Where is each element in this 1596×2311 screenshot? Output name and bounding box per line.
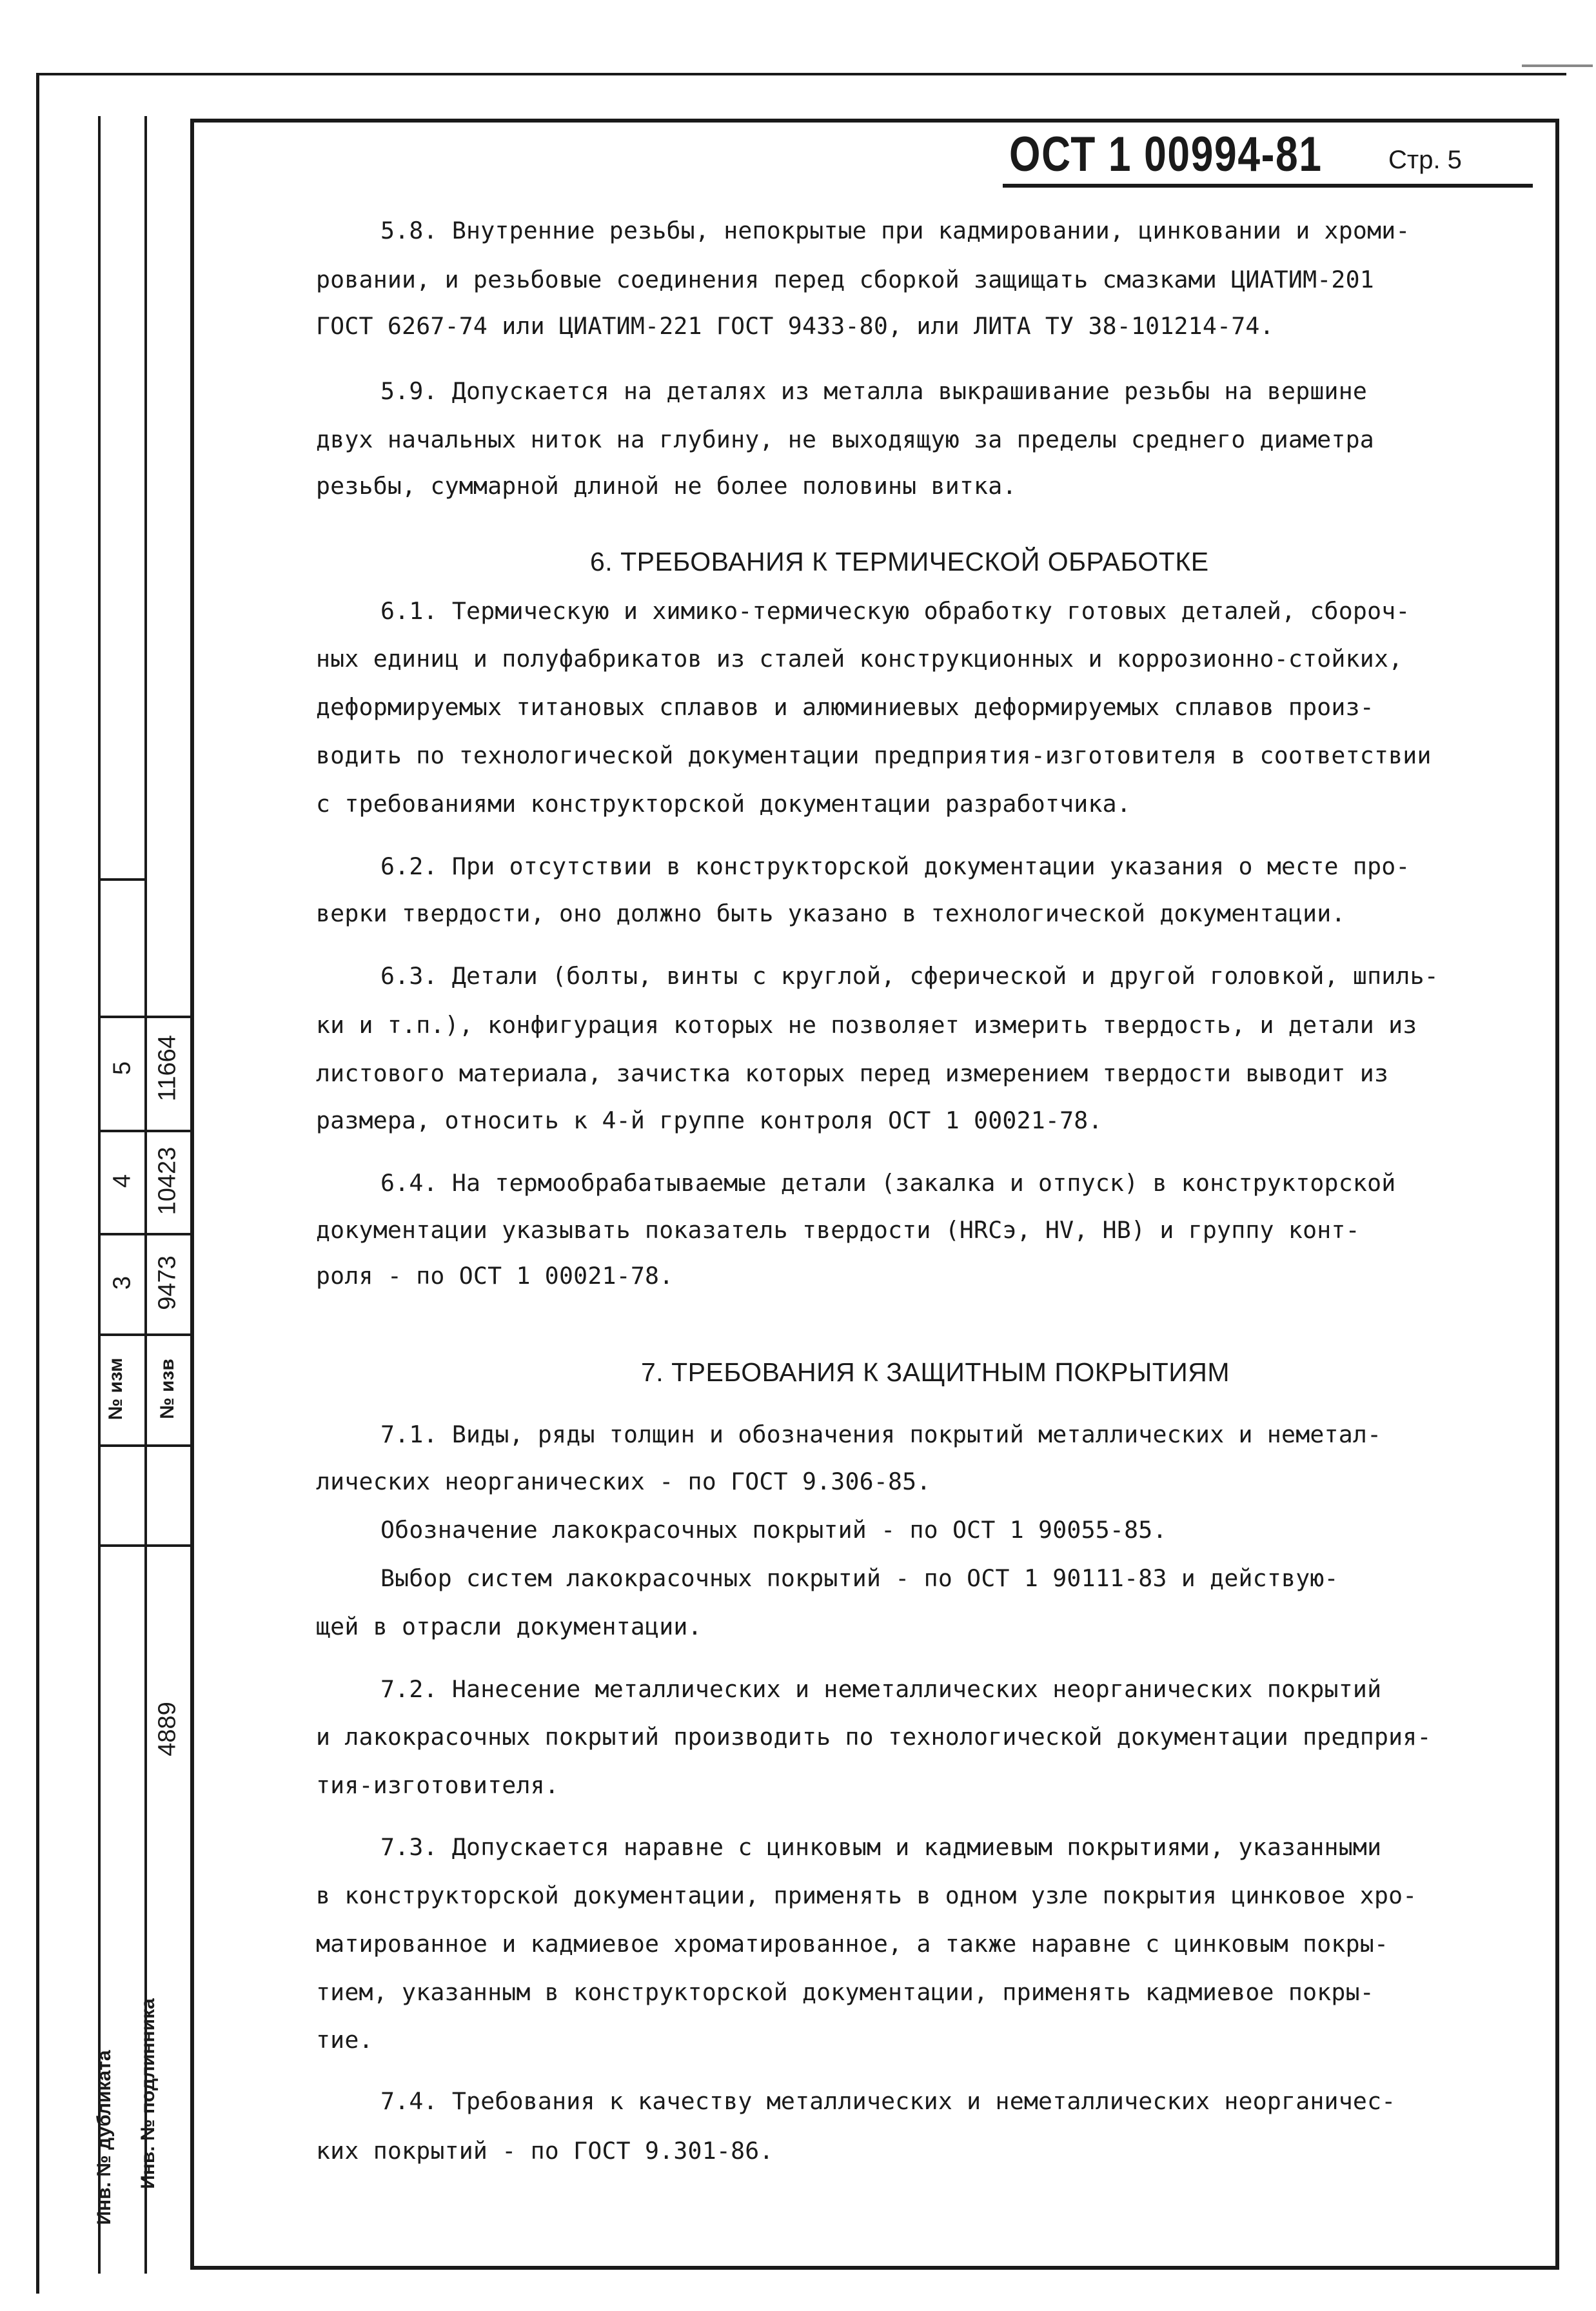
text-line: 6.4. На термообрабатываемые детали (закалка и отпуск) в конструкторской bbox=[380, 1169, 1396, 1197]
text-line: резьбы, суммарной длиной не более половины витка. bbox=[316, 472, 1017, 500]
text-line: ных единиц и полуфабрикатов из сталей конструкционных и коррозионно-стойких, bbox=[316, 645, 1403, 673]
stamp-label-izm: № изм bbox=[105, 1357, 126, 1421]
text-line: ких покрытий - по ГОСТ 9.301-86. bbox=[316, 2137, 774, 2165]
text-line: 6.2. При отсутствии в конструкторской документации указания о месте про- bbox=[380, 852, 1410, 880]
text-line: 5.8. Внутренние резьбы, непокрытые при кадмировании, цинковании и хроми- bbox=[380, 217, 1410, 244]
text-line: 7.3. Допускается наравне с цинковым и кадмиевым покрытиями, указанными bbox=[380, 1833, 1382, 1861]
stamp-change-number: 3 bbox=[108, 1275, 136, 1290]
text-line: 6.1. Термическую и химико-термическую обработку готовых деталей, сбороч- bbox=[380, 597, 1410, 625]
page-number: Стр. 5 bbox=[1388, 146, 1462, 174]
text-line: и лакокрасочных покрытий производить по технологической документации предприя- bbox=[316, 1723, 1432, 1751]
text-line: Обозначение лакокрасочных покрытий - по ОСТ 1 90055-85. bbox=[380, 1516, 1167, 1544]
section-heading: 6. ТРЕБОВАНИЯ К ТЕРМИЧЕСКОЙ ОБРАБОТКЕ bbox=[590, 547, 1209, 576]
text-line: матированное и кадмиевое хроматированное, а также наравне с цинковым покры- bbox=[316, 1930, 1389, 1958]
stamp-change-number: 4 bbox=[108, 1174, 136, 1188]
stamp-divider-5 bbox=[98, 1544, 192, 1547]
text-line: 6.3. Детали (болты, винты с круглой, сферической и другой головкой, шпиль- bbox=[380, 962, 1439, 990]
text-line: 7.4. Требования к качеству металлических и неметаллических неорганичес- bbox=[380, 2087, 1396, 2115]
text-line: Выбор систем лакокрасочных покрытий - по ОСТ 1 90111-83 и действую- bbox=[380, 1564, 1339, 1592]
text-line: с требованиями конструкторской документации разработчика. bbox=[316, 790, 1131, 818]
text-line: 7.1. Виды, ряды толщин и обозначения покрытий металлических и неметал- bbox=[380, 1421, 1382, 1448]
text-line: лических неорганических - по ГОСТ 9.306-85. bbox=[316, 1468, 931, 1495]
text-line: тие. bbox=[316, 2026, 373, 2054]
document-code: ОСТ 1 00994-81 bbox=[1009, 127, 1323, 182]
text-line: роля - по ОСТ 1 00021-78. bbox=[316, 1262, 674, 1290]
stamp-doc-number: 10423 bbox=[153, 1146, 181, 1215]
stamp-label-izv: № изв bbox=[157, 1359, 178, 1419]
stamp-column-line-1 bbox=[98, 116, 101, 2274]
stamp-doc-number: 11664 bbox=[153, 1035, 181, 1101]
text-line: тием, указанным в конструкторской документации, применять кадмиевое покры- bbox=[316, 1978, 1374, 2006]
text-line: 5.9. Допускается на деталях из металла выкрашивание резьбы на вершине bbox=[380, 377, 1368, 405]
stamp-doc-number: 9473 bbox=[153, 1255, 181, 1310]
stamp-label-dublikata: Инв. № дубликата bbox=[94, 2050, 115, 2225]
text-line: 7.2. Нанесение металлических и неметаллических неорганических покрытий bbox=[380, 1675, 1382, 1703]
text-line: верки твердости, оно должно быть указано в технологической документации. bbox=[316, 900, 1346, 927]
section-heading: 7. ТРЕБОВАНИЯ К ЗАЩИТНЫМ ПОКРЫТИЯМ bbox=[641, 1357, 1230, 1387]
stamp-divider-top bbox=[98, 878, 147, 881]
stamp-divider-4 bbox=[98, 1444, 192, 1447]
text-line: ки и т.п.), конфигурация которых не позволяет измерить твердость, и детали из bbox=[316, 1011, 1417, 1039]
text-line: щей в отрасли документации. bbox=[316, 1613, 702, 1640]
text-line: тия-изготовителя. bbox=[316, 1771, 559, 1799]
scan-mark bbox=[1522, 64, 1593, 67]
text-line: водить по технологической документации предприятия-изготовителя в соответствии bbox=[316, 742, 1432, 769]
text-line: в конструкторской документации, применять в одном узле покрытия цинковое хро- bbox=[316, 1882, 1417, 1909]
header-underline bbox=[1003, 184, 1533, 188]
text-line: двух начальных ниток на глубину, не выходящую за пределы среднего диаметра bbox=[316, 426, 1374, 453]
stamp-duplicate-number: 4889 bbox=[153, 1702, 181, 1756]
text-line: деформируемых титановых сплавов и алюминиевых деформируемых сплавов произ- bbox=[316, 693, 1374, 721]
text-line: размера, относить к 4-й группе контроля ОСТ 1 00021-78. bbox=[316, 1106, 1103, 1134]
stamp-change-number: 5 bbox=[108, 1061, 136, 1076]
text-line: листового материала, зачистка которых перед измерением твердости выводит из bbox=[316, 1059, 1389, 1087]
text-line: ровании, и резьбовые соединения перед сборкой защищать смазками ЦИАТИМ-201 bbox=[316, 266, 1374, 293]
text-line: документации указывать показатель твердости (HRCэ, HV, HB) и группу конт- bbox=[316, 1216, 1360, 1244]
stamp-label-podlinnika: Инв. № подлинника bbox=[137, 1998, 159, 2189]
stamp-column-line-2 bbox=[144, 116, 147, 2274]
text-line: ГОСТ 6267-74 или ЦИАТИМ-221 ГОСТ 9433-80, или ЛИТА ТУ 38-101214-74. bbox=[316, 312, 1274, 340]
